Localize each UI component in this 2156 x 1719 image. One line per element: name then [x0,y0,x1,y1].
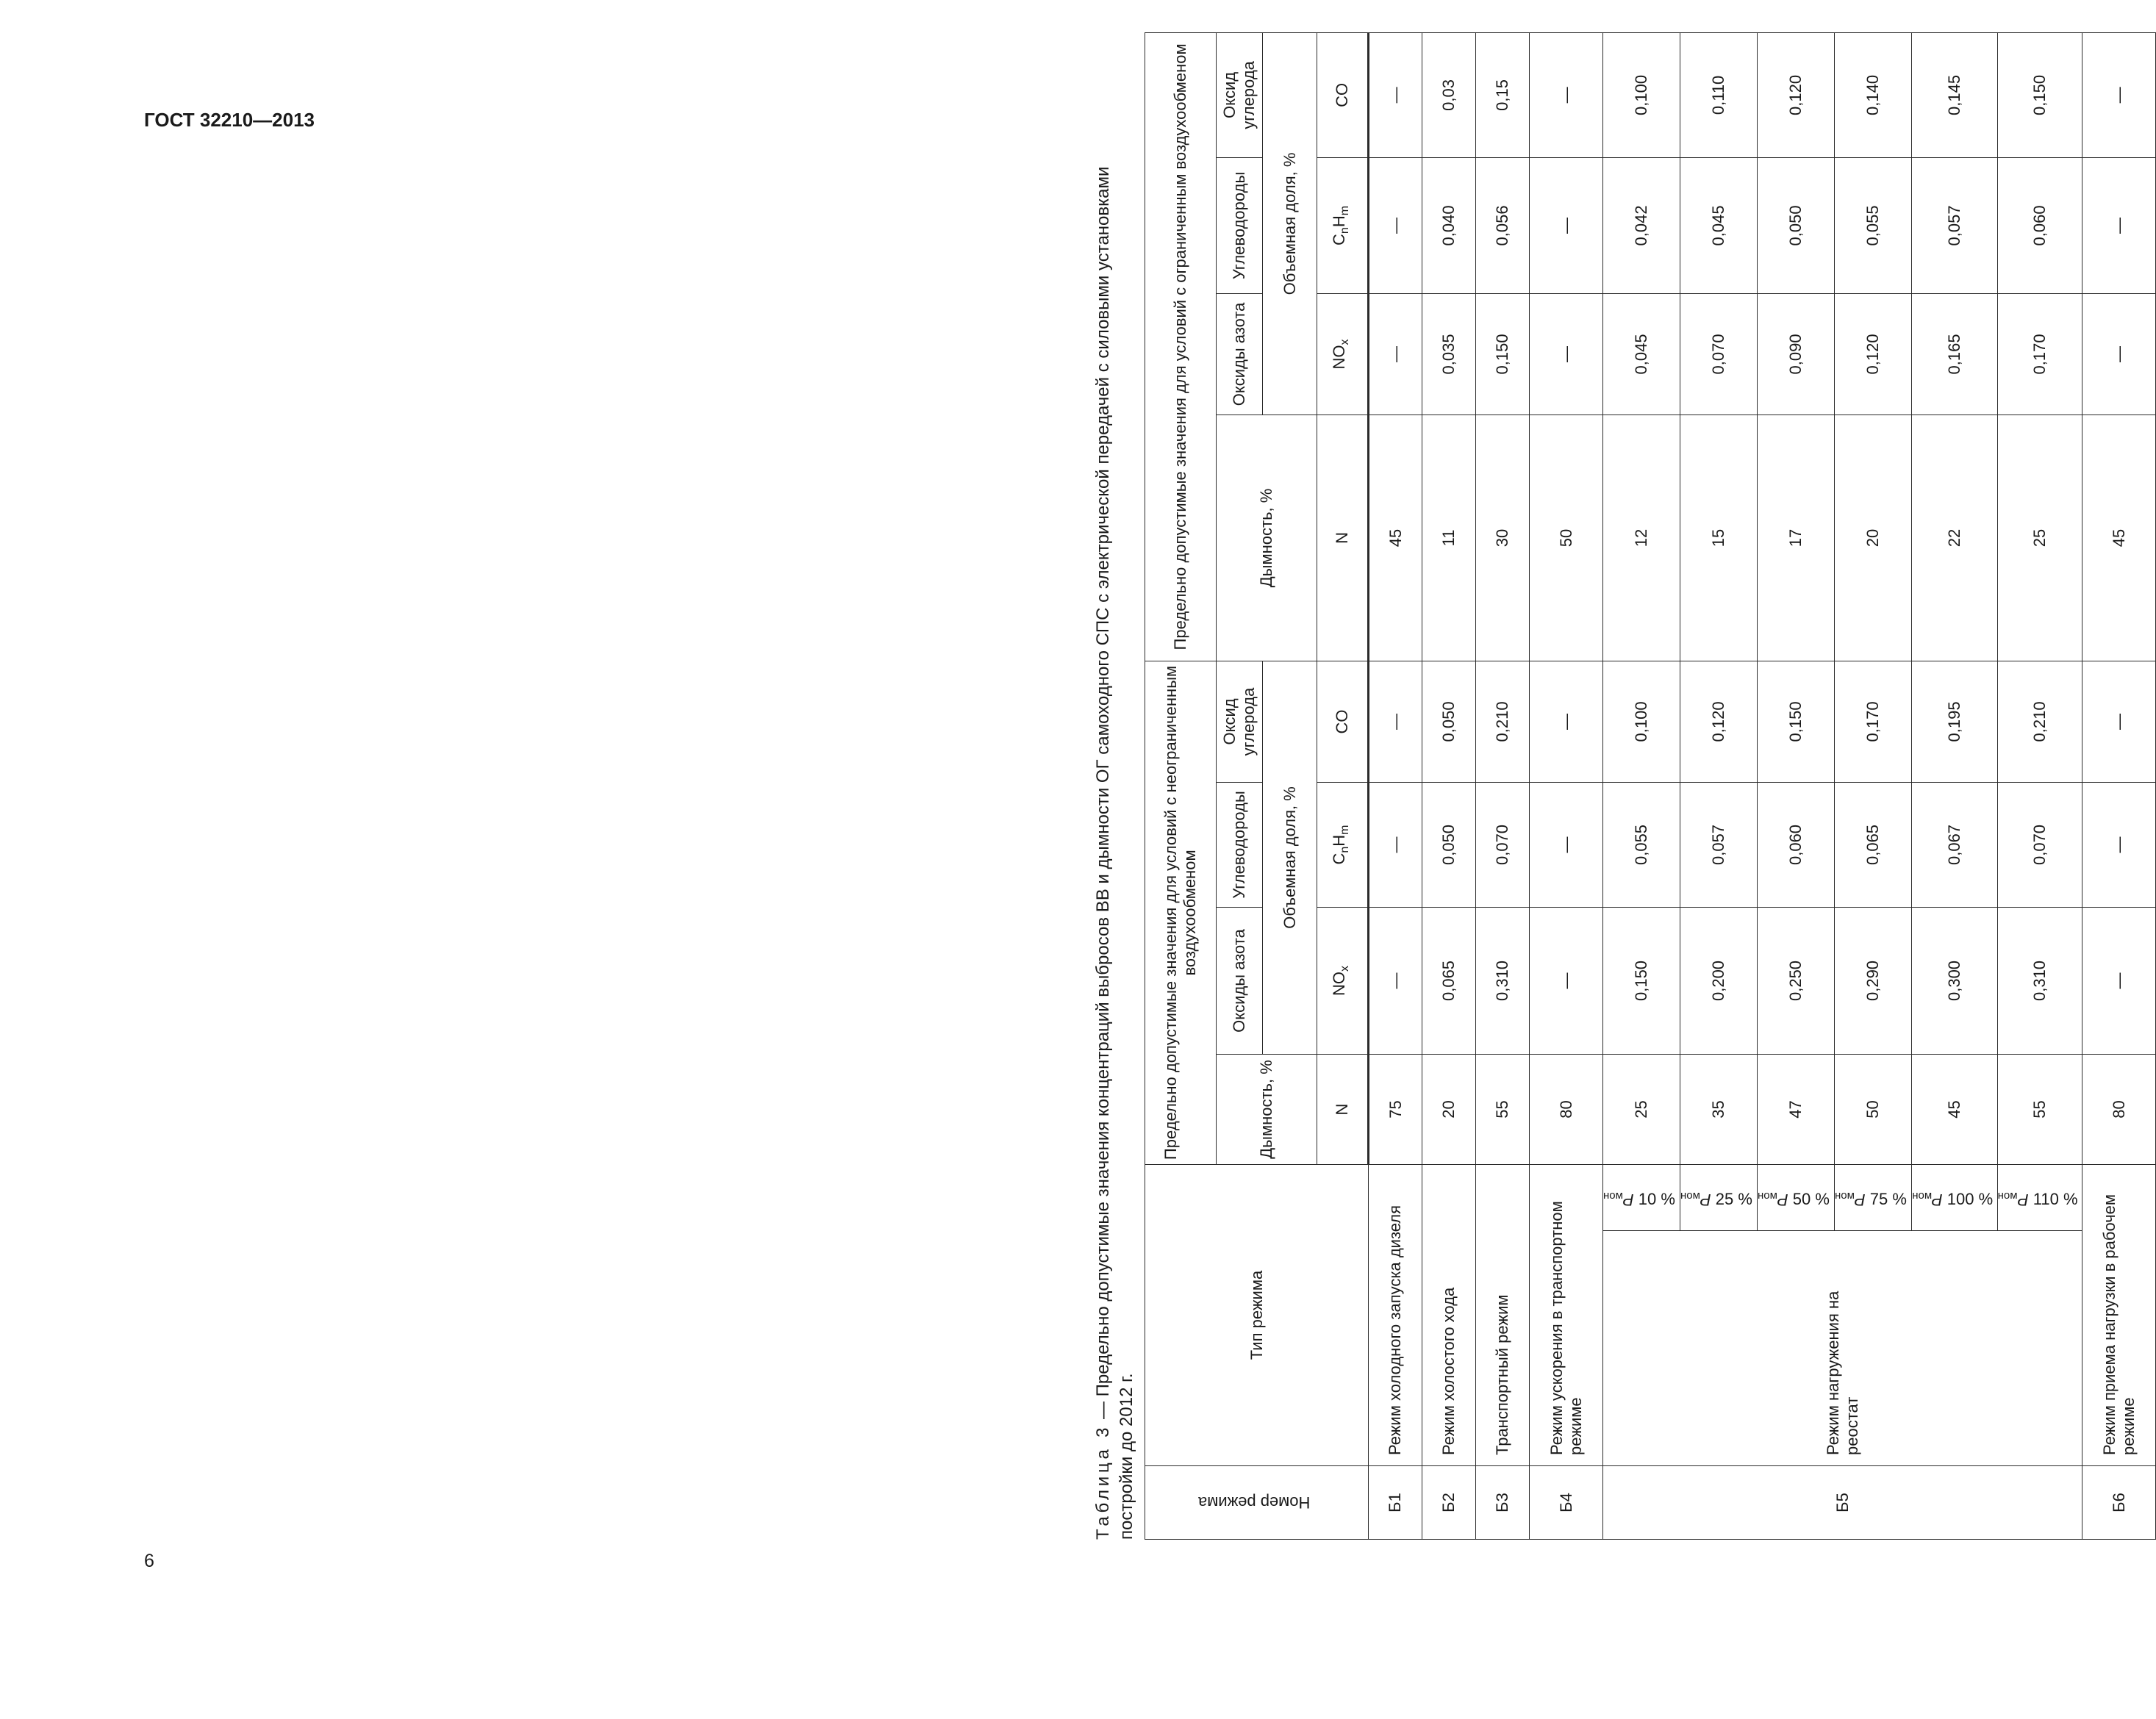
nox-1: 0,250 [1757,907,1834,1054]
symbol-nox-1: $NO_x$ [1317,907,1369,1054]
symbol-ch-1: $C_nH_m$ [1317,782,1369,907]
co-1: — [1530,661,1603,782]
mode-number: Б6 [2082,1466,2156,1540]
load-level: 75 % Pном [1834,1164,1911,1230]
nox-1: 0,310 [1476,907,1530,1054]
nox-2: 0,045 [1603,293,1680,415]
smoke-2: 50 [1530,415,1603,661]
table-row [1422,32,1476,1539]
nox-2: 0,170 [1997,293,2082,415]
header-ch-1: Углеводороды [1217,782,1263,907]
smoke-1: 25 [1603,1054,1680,1164]
table-caption-text: — Предельно допустимые значения концентраций выбросов ВВ и дымности ОГ самоходного СПС с электрической передачей с силовыми установками постройки до 2012 г. [1093,166,1136,1540]
header-mode-type: Тип режима [1145,1164,1369,1465]
table-row [2082,32,2156,1539]
co-1: 0,195 [1911,661,1997,782]
table-row [1603,32,1680,1539]
smoke-1: 45 [1911,1054,1997,1164]
co-2: 0,110 [1680,32,1757,157]
mode-number: Б3 [1476,1466,1530,1540]
header-mode-number: Номер режима [1145,1466,1369,1540]
smoke-1: 47 [1757,1054,1834,1164]
smoke-2: 25 [1997,415,2082,661]
ch-2: 0,057 [1911,157,1997,293]
header-smoke-2: Дымность, % [1217,415,1317,661]
co-2: 0,100 [1603,32,1680,157]
ch-2: — [1369,157,1422,293]
co-2: — [1530,32,1603,157]
table-row [1530,32,1603,1539]
ch-1: 0,057 [1680,782,1757,907]
rotated-table-sheet [1092,40,2138,1540]
ch-1: 0,067 [1911,782,1997,907]
table-row [1369,32,1422,1539]
smoke-2: 17 [1757,415,1834,661]
smoke-1: 20 [1422,1054,1476,1164]
symbol-co-2: CO [1317,32,1369,157]
ch-1: — [2082,782,2156,907]
smoke-2: 22 [1911,415,1997,661]
nox-1: 0,290 [1834,907,1911,1054]
smoke-1: 55 [1476,1054,1530,1164]
co-1: 0,170 [1834,661,1911,782]
mode-type: Режим холостого хода [1422,1164,1476,1465]
load-level: 100 % Pном [1911,1164,1997,1230]
ch-1: 0,060 [1757,782,1834,907]
header-volume-share-1: Объемная доля, % [1263,661,1317,1054]
smoke-2: 11 [1422,415,1476,661]
symbol-nox-2: $NO_x$ [1317,293,1369,415]
smoke-2: 20 [1834,415,1911,661]
ch-1: 0,065 [1834,782,1911,907]
nox-1: — [2082,907,2156,1054]
header-ch-2: Углеводороды [1217,157,1263,293]
header-volume-share-2: Объемная доля, % [1263,32,1317,415]
ch-2: 0,045 [1680,157,1757,293]
ch-2: 0,060 [1997,157,2082,293]
header-group-limited: Предельно допустимые значения для условий с ограниченным воздухообменом [1145,32,1217,661]
ch-2: 0,055 [1834,157,1911,293]
mode-type: Режим приема нагрузки в рабочем режиме [2082,1164,2156,1465]
table-caption-lead: Таблица 3 [1093,1424,1113,1540]
smoke-2: 12 [1603,415,1680,661]
nox-2: — [1530,293,1603,415]
mode-type: Режим ускорения в транспортном режиме [1530,1164,1603,1465]
load-level: 25 % Pном [1680,1164,1757,1230]
nox-2: — [1369,293,1422,415]
nox-1: — [1530,907,1603,1054]
nox-1: 0,300 [1911,907,1997,1054]
header-group-unlimited: Предельно допустимые значения для условий с неограниченным воздухообменом [1145,661,1217,1164]
co-2: 0,150 [1997,32,2082,157]
mode-number: Б1 [1369,1466,1422,1540]
ch-1: — [1530,782,1603,907]
ch-2: 0,042 [1603,157,1680,293]
document-code: ГОСТ 32210—2013 [144,109,315,131]
nox-1: 0,065 [1422,907,1476,1054]
co-1: 0,100 [1603,661,1680,782]
smoke-1: 75 [1369,1054,1422,1164]
mode-type: Режим нагружения на реостат [1603,1231,2082,1466]
co-2: 0,145 [1911,32,1997,157]
smoke-1: 55 [1997,1054,2082,1164]
ch-1: 0,070 [1476,782,1530,907]
co-1: — [2082,661,2156,782]
mode-type: Режим холодного запуска дизеля [1369,1164,1422,1465]
nox-1: 0,150 [1603,907,1680,1054]
ch-2: 0,056 [1476,157,1530,293]
nox-1: 0,200 [1680,907,1757,1054]
symbol-ch-2: $C_nH_m$ [1317,157,1369,293]
co-1: 0,210 [1476,661,1530,782]
co-2: 0,15 [1476,32,1530,157]
header-co-1: Оксид углерода [1217,661,1263,782]
ch-1: 0,070 [1997,782,2082,907]
nox-1: — [1369,907,1422,1054]
smoke-2: 15 [1680,415,1757,661]
ch-2: — [1530,157,1603,293]
smoke-1: 35 [1680,1054,1757,1164]
mode-number: Б5 [1603,1466,2082,1540]
co-1: 0,050 [1422,661,1476,782]
nox-2: 0,165 [1911,293,1997,415]
mode-number: Б4 [1530,1466,1603,1540]
smoke-1: 80 [2082,1054,2156,1164]
co-2: 0,120 [1757,32,1834,157]
smoke-1: 80 [1530,1054,1603,1164]
header-co-2: Оксид углерода [1217,32,1263,157]
emissions-table [1145,32,2156,1540]
symbol-co-1: CO [1317,661,1369,782]
co-2: — [1369,32,1422,157]
load-level: 10 % Pном [1603,1164,1680,1230]
ch-1: — [1369,782,1422,907]
nox-1: 0,310 [1997,907,2082,1054]
table-row [1476,32,1530,1539]
co-1: 0,120 [1680,661,1757,782]
co-1: — [1369,661,1422,782]
smoke-2: 45 [1369,415,1422,661]
symbol-n-1: N [1317,1054,1369,1164]
smoke-2: 45 [2082,415,2156,661]
nox-2: 0,090 [1757,293,1834,415]
ch-2: 0,050 [1757,157,1834,293]
page-number: 6 [144,1551,154,1571]
load-level: 110 % Pном [1997,1164,2082,1230]
header-smoke-1: Дымность, % [1217,1054,1317,1164]
smoke-2: 30 [1476,415,1530,661]
co-2: 0,140 [1834,32,1911,157]
mode-type: Транспортный режим [1476,1164,1530,1465]
symbol-n-2: N [1317,415,1369,661]
ch-1: 0,050 [1422,782,1476,907]
co-1: 0,150 [1757,661,1834,782]
nox-2: 0,120 [1834,293,1911,415]
header-nox-1: Оксиды азота [1217,907,1263,1054]
ch-2: — [2082,157,2156,293]
header-nox-2: Оксиды азота [1217,293,1263,415]
mode-number: Б2 [1422,1466,1476,1540]
smoke-1: 50 [1834,1054,1911,1164]
ch-2: 0,040 [1422,157,1476,293]
ch-1: 0,055 [1603,782,1680,907]
nox-2: — [2082,293,2156,415]
co-1: 0,210 [1997,661,2082,782]
co-2: — [2082,32,2156,157]
nox-2: 0,070 [1680,293,1757,415]
nox-2: 0,150 [1476,293,1530,415]
load-level: 50 % Pном [1757,1164,1834,1230]
nox-2: 0,035 [1422,293,1476,415]
co-2: 0,03 [1422,32,1476,157]
